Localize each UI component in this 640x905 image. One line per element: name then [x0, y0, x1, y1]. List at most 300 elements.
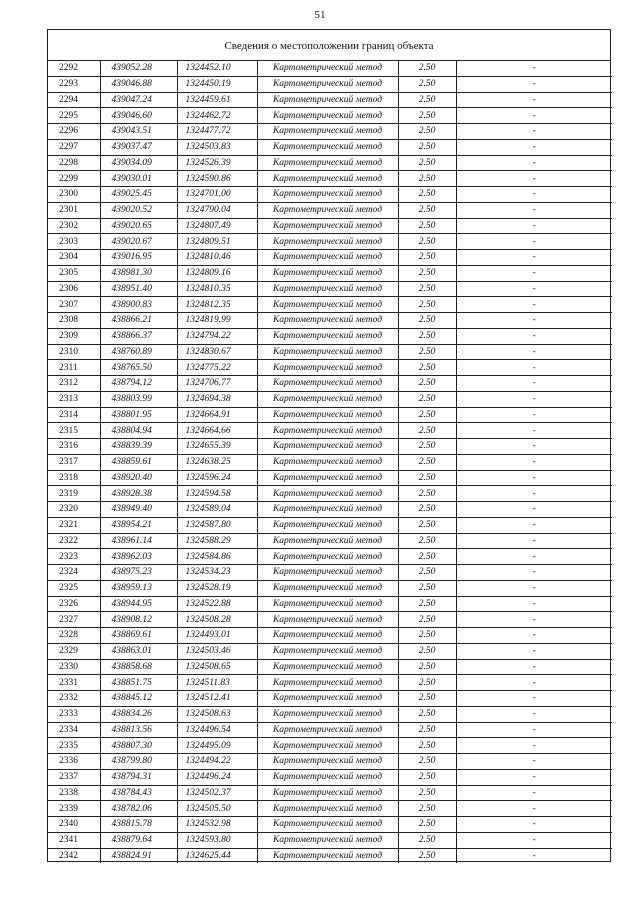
- table-row: [48, 328, 612, 344]
- y-coordinate-cell: 1324502.37: [177, 785, 257, 801]
- x-coordinate-cell: 438801.95: [100, 407, 177, 423]
- x-coordinate-cell: 438981.30: [100, 265, 177, 281]
- table-row: [48, 76, 612, 92]
- method-cell: Картометрический метод: [257, 517, 398, 533]
- method-cell: Картометрический метод: [257, 391, 398, 407]
- note-cell: -: [456, 486, 612, 502]
- method-cell: Картометрический метод: [257, 675, 398, 691]
- point-number-cell: 2314: [48, 407, 100, 423]
- x-coordinate-cell: 438959.13: [100, 580, 177, 596]
- accuracy-cell: 2.50: [398, 61, 456, 76]
- x-coordinate-cell: 438799.80: [100, 754, 177, 770]
- table-row: [48, 470, 612, 486]
- note-cell: -: [456, 202, 612, 218]
- point-number-cell: 2309: [48, 328, 100, 344]
- table-row: [48, 376, 612, 392]
- note-cell: -: [456, 376, 612, 392]
- table-row: [48, 265, 612, 281]
- note-cell: -: [456, 328, 612, 344]
- table-row: [48, 139, 612, 155]
- method-cell: Картометрический метод: [257, 565, 398, 581]
- table-row: [48, 391, 612, 407]
- x-coordinate-cell: 438804.94: [100, 423, 177, 439]
- note-cell: -: [456, 769, 612, 785]
- accuracy-cell: 2.50: [398, 628, 456, 644]
- table-row: [48, 832, 612, 848]
- table-row: [48, 187, 612, 203]
- method-cell: Картометрический метод: [257, 407, 398, 423]
- note-cell: -: [456, 502, 612, 518]
- method-cell: Картометрический метод: [257, 108, 398, 124]
- y-coordinate-cell: 1324508.28: [177, 612, 257, 628]
- note-cell: -: [456, 281, 612, 297]
- y-coordinate-cell: 1324532.98: [177, 817, 257, 833]
- accuracy-cell: 2.50: [398, 297, 456, 313]
- method-cell: Картометрический метод: [257, 832, 398, 848]
- y-coordinate-cell: 1324809.16: [177, 265, 257, 281]
- x-coordinate-cell: 438834.26: [100, 706, 177, 722]
- note-cell: -: [456, 439, 612, 455]
- method-cell: Картометрический метод: [257, 328, 398, 344]
- y-coordinate-cell: 1324664.91: [177, 407, 257, 423]
- accuracy-cell: 2.50: [398, 454, 456, 470]
- note-cell: -: [456, 92, 612, 108]
- table-row: [48, 801, 612, 817]
- note-cell: -: [456, 691, 612, 707]
- point-number-cell: 2320: [48, 502, 100, 518]
- method-cell: Картометрический метод: [257, 769, 398, 785]
- accuracy-cell: 2.50: [398, 517, 456, 533]
- y-coordinate-cell: 1324496.24: [177, 769, 257, 785]
- x-coordinate-cell: 438920.40: [100, 470, 177, 486]
- table-row: [48, 738, 612, 754]
- x-coordinate-cell: 439034.09: [100, 155, 177, 171]
- x-coordinate-cell: 439046.88: [100, 76, 177, 92]
- accuracy-cell: 2.50: [398, 754, 456, 770]
- accuracy-cell: 2.50: [398, 124, 456, 140]
- point-number-cell: 2293: [48, 76, 100, 92]
- table-row: [48, 691, 612, 707]
- x-coordinate-cell: 438859.61: [100, 454, 177, 470]
- x-coordinate-cell: 438944.95: [100, 596, 177, 612]
- method-cell: Картометрический метод: [257, 596, 398, 612]
- point-number-cell: 2302: [48, 218, 100, 234]
- point-number-cell: 2317: [48, 454, 100, 470]
- note-cell: -: [456, 722, 612, 738]
- y-coordinate-cell: 1324462.72: [177, 108, 257, 124]
- method-cell: Картометрический метод: [257, 502, 398, 518]
- point-number-cell: 2312: [48, 376, 100, 392]
- y-coordinate-cell: 1324528.19: [177, 580, 257, 596]
- y-coordinate-cell: 1324701.00: [177, 187, 257, 203]
- x-coordinate-cell: 438975.23: [100, 565, 177, 581]
- note-cell: -: [456, 108, 612, 124]
- note-cell: -: [456, 470, 612, 486]
- table-row: [48, 722, 612, 738]
- x-coordinate-cell: 438765.50: [100, 360, 177, 376]
- accuracy-cell: 2.50: [398, 486, 456, 502]
- table-row: [48, 423, 612, 439]
- accuracy-cell: 2.50: [398, 92, 456, 108]
- method-cell: Картометрический метод: [257, 533, 398, 549]
- table-row: [48, 596, 612, 612]
- x-coordinate-cell: 439020.52: [100, 202, 177, 218]
- accuracy-cell: 2.50: [398, 817, 456, 833]
- point-number-cell: 2323: [48, 549, 100, 565]
- method-cell: Картометрический метод: [257, 265, 398, 281]
- y-coordinate-cell: 1324512.41: [177, 691, 257, 707]
- y-coordinate-cell: 1324812.35: [177, 297, 257, 313]
- table-row: [48, 218, 612, 234]
- accuracy-cell: 2.50: [398, 533, 456, 549]
- table-row: [48, 313, 612, 329]
- accuracy-cell: 2.50: [398, 738, 456, 754]
- y-coordinate-cell: 1324593.80: [177, 832, 257, 848]
- accuracy-cell: 2.50: [398, 801, 456, 817]
- note-cell: -: [456, 360, 612, 376]
- x-coordinate-cell: 439025.45: [100, 187, 177, 203]
- method-cell: Картометрический метод: [257, 486, 398, 502]
- note-cell: -: [456, 139, 612, 155]
- table-row: [48, 675, 612, 691]
- x-coordinate-cell: 438782.06: [100, 801, 177, 817]
- note-cell: -: [456, 801, 612, 817]
- y-coordinate-cell: 1324459.61: [177, 92, 257, 108]
- point-number-cell: 2335: [48, 738, 100, 754]
- note-cell: -: [456, 124, 612, 140]
- table-row: [48, 439, 612, 455]
- x-coordinate-cell: 438866.21: [100, 313, 177, 329]
- point-number-cell: 2340: [48, 817, 100, 833]
- y-coordinate-cell: 1324526.39: [177, 155, 257, 171]
- note-cell: -: [456, 785, 612, 801]
- x-coordinate-cell: 438869.61: [100, 628, 177, 644]
- accuracy-cell: 2.50: [398, 612, 456, 628]
- accuracy-cell: 2.50: [398, 502, 456, 518]
- table-row: [48, 706, 612, 722]
- x-coordinate-cell: 438949.40: [100, 502, 177, 518]
- table-row: [48, 155, 612, 171]
- accuracy-cell: 2.50: [398, 344, 456, 360]
- accuracy-cell: 2.50: [398, 281, 456, 297]
- point-number-cell: 2328: [48, 628, 100, 644]
- method-cell: Картометрический метод: [257, 92, 398, 108]
- note-cell: -: [456, 297, 612, 313]
- method-cell: Картометрический метод: [257, 659, 398, 675]
- table-row: [48, 407, 612, 423]
- x-coordinate-cell: 438962.03: [100, 549, 177, 565]
- note-cell: -: [456, 517, 612, 533]
- note-cell: -: [456, 171, 612, 187]
- point-number-cell: 2342: [48, 848, 100, 863]
- point-number-cell: 2332: [48, 691, 100, 707]
- table-row: [48, 769, 612, 785]
- accuracy-cell: 2.50: [398, 722, 456, 738]
- note-cell: -: [456, 565, 612, 581]
- accuracy-cell: 2.50: [398, 832, 456, 848]
- point-number-cell: 2298: [48, 155, 100, 171]
- accuracy-cell: 2.50: [398, 108, 456, 124]
- accuracy-cell: 2.50: [398, 265, 456, 281]
- method-cell: Картометрический метод: [257, 313, 398, 329]
- y-coordinate-cell: 1324594.58: [177, 486, 257, 502]
- y-coordinate-cell: 1324809.51: [177, 234, 257, 250]
- x-coordinate-cell: 438794.12: [100, 376, 177, 392]
- method-cell: Картометрический метод: [257, 234, 398, 250]
- point-number-cell: 2316: [48, 439, 100, 455]
- note-cell: -: [456, 659, 612, 675]
- accuracy-cell: 2.50: [398, 218, 456, 234]
- y-coordinate-cell: 1324587.80: [177, 517, 257, 533]
- x-coordinate-cell: 438784.43: [100, 785, 177, 801]
- table-row: [48, 565, 612, 581]
- method-cell: Картометрический метод: [257, 423, 398, 439]
- note-cell: -: [456, 187, 612, 203]
- accuracy-cell: 2.50: [398, 769, 456, 785]
- method-cell: Картометрический метод: [257, 454, 398, 470]
- accuracy-cell: 2.50: [398, 643, 456, 659]
- point-number-cell: 2308: [48, 313, 100, 329]
- table-row: [48, 454, 612, 470]
- point-number-cell: 2327: [48, 612, 100, 628]
- method-cell: Картометрический метод: [257, 691, 398, 707]
- note-cell: -: [456, 612, 612, 628]
- y-coordinate-cell: 1324819.99: [177, 313, 257, 329]
- accuracy-cell: 2.50: [398, 785, 456, 801]
- point-number-cell: 2299: [48, 171, 100, 187]
- y-coordinate-cell: 1324477.72: [177, 124, 257, 140]
- note-cell: -: [456, 407, 612, 423]
- note-cell: -: [456, 832, 612, 848]
- point-number-cell: 2325: [48, 580, 100, 596]
- point-number-cell: 2313: [48, 391, 100, 407]
- y-coordinate-cell: 1324589.04: [177, 502, 257, 518]
- point-number-cell: 2341: [48, 832, 100, 848]
- x-coordinate-cell: 438866.37: [100, 328, 177, 344]
- table-row: [48, 517, 612, 533]
- method-cell: Картометрический метод: [257, 628, 398, 644]
- point-number-cell: 2321: [48, 517, 100, 533]
- point-number-cell: 2336: [48, 754, 100, 770]
- table-row: [48, 659, 612, 675]
- accuracy-cell: 2.50: [398, 76, 456, 92]
- table-row: [48, 360, 612, 376]
- point-number-cell: 2315: [48, 423, 100, 439]
- point-number-cell: 2301: [48, 202, 100, 218]
- point-number-cell: 2326: [48, 596, 100, 612]
- x-coordinate-cell: 438794.31: [100, 769, 177, 785]
- y-coordinate-cell: 1324508.63: [177, 706, 257, 722]
- note-cell: -: [456, 454, 612, 470]
- method-cell: Картометрический метод: [257, 817, 398, 833]
- y-coordinate-cell: 1324706.77: [177, 376, 257, 392]
- accuracy-cell: 2.50: [398, 691, 456, 707]
- note-cell: -: [456, 738, 612, 754]
- x-coordinate-cell: 438839.39: [100, 439, 177, 455]
- y-coordinate-cell: 1324511.83: [177, 675, 257, 691]
- y-coordinate-cell: 1324638.25: [177, 454, 257, 470]
- point-number-cell: 2324: [48, 565, 100, 581]
- method-cell: Картометрический метод: [257, 187, 398, 203]
- method-cell: Картометрический метод: [257, 297, 398, 313]
- accuracy-cell: 2.50: [398, 470, 456, 486]
- table-title: Сведения о местоположении границ объекта: [48, 30, 610, 61]
- note-cell: -: [456, 250, 612, 266]
- method-cell: Картометрический метод: [257, 61, 398, 76]
- y-coordinate-cell: 1324830.67: [177, 344, 257, 360]
- y-coordinate-cell: 1324584.86: [177, 549, 257, 565]
- accuracy-cell: 2.50: [398, 155, 456, 171]
- note-cell: -: [456, 754, 612, 770]
- method-cell: Картометрический метод: [257, 754, 398, 770]
- x-coordinate-cell: 438824.91: [100, 848, 177, 863]
- note-cell: -: [456, 549, 612, 565]
- x-coordinate-cell: 438815.78: [100, 817, 177, 833]
- y-coordinate-cell: 1324493.01: [177, 628, 257, 644]
- point-number-cell: 2334: [48, 722, 100, 738]
- y-coordinate-cell: 1324508.65: [177, 659, 257, 675]
- accuracy-cell: 2.50: [398, 565, 456, 581]
- accuracy-cell: 2.50: [398, 234, 456, 250]
- y-coordinate-cell: 1324496.54: [177, 722, 257, 738]
- table-row: [48, 817, 612, 833]
- x-coordinate-cell: 439030.01: [100, 171, 177, 187]
- point-number-cell: 2304: [48, 250, 100, 266]
- table-row: [48, 124, 612, 140]
- x-coordinate-cell: 439043.51: [100, 124, 177, 140]
- accuracy-cell: 2.50: [398, 407, 456, 423]
- y-coordinate-cell: 1324452.10: [177, 61, 257, 76]
- note-cell: -: [456, 234, 612, 250]
- y-coordinate-cell: 1324495.09: [177, 738, 257, 754]
- note-cell: -: [456, 643, 612, 659]
- point-number-cell: 2322: [48, 533, 100, 549]
- method-cell: Картометрический метод: [257, 139, 398, 155]
- table-row: [48, 628, 612, 644]
- x-coordinate-cell: 438813.56: [100, 722, 177, 738]
- note-cell: -: [456, 628, 612, 644]
- accuracy-cell: 2.50: [398, 439, 456, 455]
- y-coordinate-cell: 1324794.22: [177, 328, 257, 344]
- method-cell: Картометрический метод: [257, 580, 398, 596]
- point-number-cell: 2307: [48, 297, 100, 313]
- x-coordinate-cell: 439016.95: [100, 250, 177, 266]
- y-coordinate-cell: 1324505.50: [177, 801, 257, 817]
- x-coordinate-cell: 438858.68: [100, 659, 177, 675]
- coordinates-table: [48, 61, 612, 863]
- x-coordinate-cell: 438928.38: [100, 486, 177, 502]
- table-row: [48, 92, 612, 108]
- table-row: [48, 848, 612, 863]
- x-coordinate-cell: 439047.24: [100, 92, 177, 108]
- y-coordinate-cell: 1324596.24: [177, 470, 257, 486]
- method-cell: Картометрический метод: [257, 643, 398, 659]
- x-coordinate-cell: 439052.28: [100, 61, 177, 76]
- y-coordinate-cell: 1324503.46: [177, 643, 257, 659]
- x-coordinate-cell: 438954.21: [100, 517, 177, 533]
- point-number-cell: 2297: [48, 139, 100, 155]
- note-cell: -: [456, 155, 612, 171]
- method-cell: Картометрический метод: [257, 612, 398, 628]
- method-cell: Картометрический метод: [257, 344, 398, 360]
- table-row: [48, 234, 612, 250]
- y-coordinate-cell: 1324664.66: [177, 423, 257, 439]
- method-cell: Картометрический метод: [257, 549, 398, 565]
- point-number-cell: 2338: [48, 785, 100, 801]
- method-cell: Картометрический метод: [257, 376, 398, 392]
- x-coordinate-cell: 438900.83: [100, 297, 177, 313]
- accuracy-cell: 2.50: [398, 706, 456, 722]
- point-number-cell: 2318: [48, 470, 100, 486]
- point-number-cell: 2331: [48, 675, 100, 691]
- page-number: 51: [314, 9, 326, 21]
- accuracy-cell: 2.50: [398, 549, 456, 565]
- y-coordinate-cell: 1324522.88: [177, 596, 257, 612]
- x-coordinate-cell: 438961.14: [100, 533, 177, 549]
- x-coordinate-cell: 439020.65: [100, 218, 177, 234]
- method-cell: Картометрический метод: [257, 706, 398, 722]
- x-coordinate-cell: 438851.75: [100, 675, 177, 691]
- point-number-cell: 2305: [48, 265, 100, 281]
- y-coordinate-cell: 1324694.38: [177, 391, 257, 407]
- accuracy-cell: 2.50: [398, 580, 456, 596]
- point-number-cell: 2306: [48, 281, 100, 297]
- accuracy-cell: 2.50: [398, 659, 456, 675]
- x-coordinate-cell: 438807.30: [100, 738, 177, 754]
- x-coordinate-cell: 438760.89: [100, 344, 177, 360]
- table-row: [48, 643, 612, 659]
- note-cell: -: [456, 76, 612, 92]
- table-row: [48, 61, 612, 76]
- method-cell: Картометрический метод: [257, 281, 398, 297]
- note-cell: -: [456, 344, 612, 360]
- table-row: [48, 202, 612, 218]
- note-cell: -: [456, 313, 612, 329]
- table-row: [48, 785, 612, 801]
- y-coordinate-cell: 1324534.23: [177, 565, 257, 581]
- point-number-cell: 2300: [48, 187, 100, 203]
- table-row: [48, 580, 612, 596]
- table-row: [48, 250, 612, 266]
- accuracy-cell: 2.50: [398, 596, 456, 612]
- note-cell: -: [456, 596, 612, 612]
- accuracy-cell: 2.50: [398, 391, 456, 407]
- table-row: [48, 297, 612, 313]
- note-cell: -: [532, 850, 536, 861]
- y-coordinate-cell: 1324503.83: [177, 139, 257, 155]
- point-number-cell: 2339: [48, 801, 100, 817]
- point-number-cell: 2292: [48, 61, 100, 76]
- point-number-cell: 2303: [48, 234, 100, 250]
- point-number-cell: 2311: [48, 360, 100, 376]
- table-row: [48, 108, 612, 124]
- note-cell: -: [456, 817, 612, 833]
- accuracy-cell: 2.50: [398, 313, 456, 329]
- y-coordinate-cell: 1324655.39: [177, 439, 257, 455]
- table-row: [48, 533, 612, 549]
- method-cell: Картометрический метод: [257, 470, 398, 486]
- note-cell: -: [456, 533, 612, 549]
- point-number-cell: 2295: [48, 108, 100, 124]
- point-number-cell: 2294: [48, 92, 100, 108]
- table-row: [48, 502, 612, 518]
- accuracy-cell: 2.50: [398, 202, 456, 218]
- point-number-cell: 2330: [48, 659, 100, 675]
- accuracy-cell: 2.50: [398, 328, 456, 344]
- x-coordinate-cell: 439046.60: [100, 108, 177, 124]
- table-row: [48, 612, 612, 628]
- y-coordinate-cell: 1324494.22: [177, 754, 257, 770]
